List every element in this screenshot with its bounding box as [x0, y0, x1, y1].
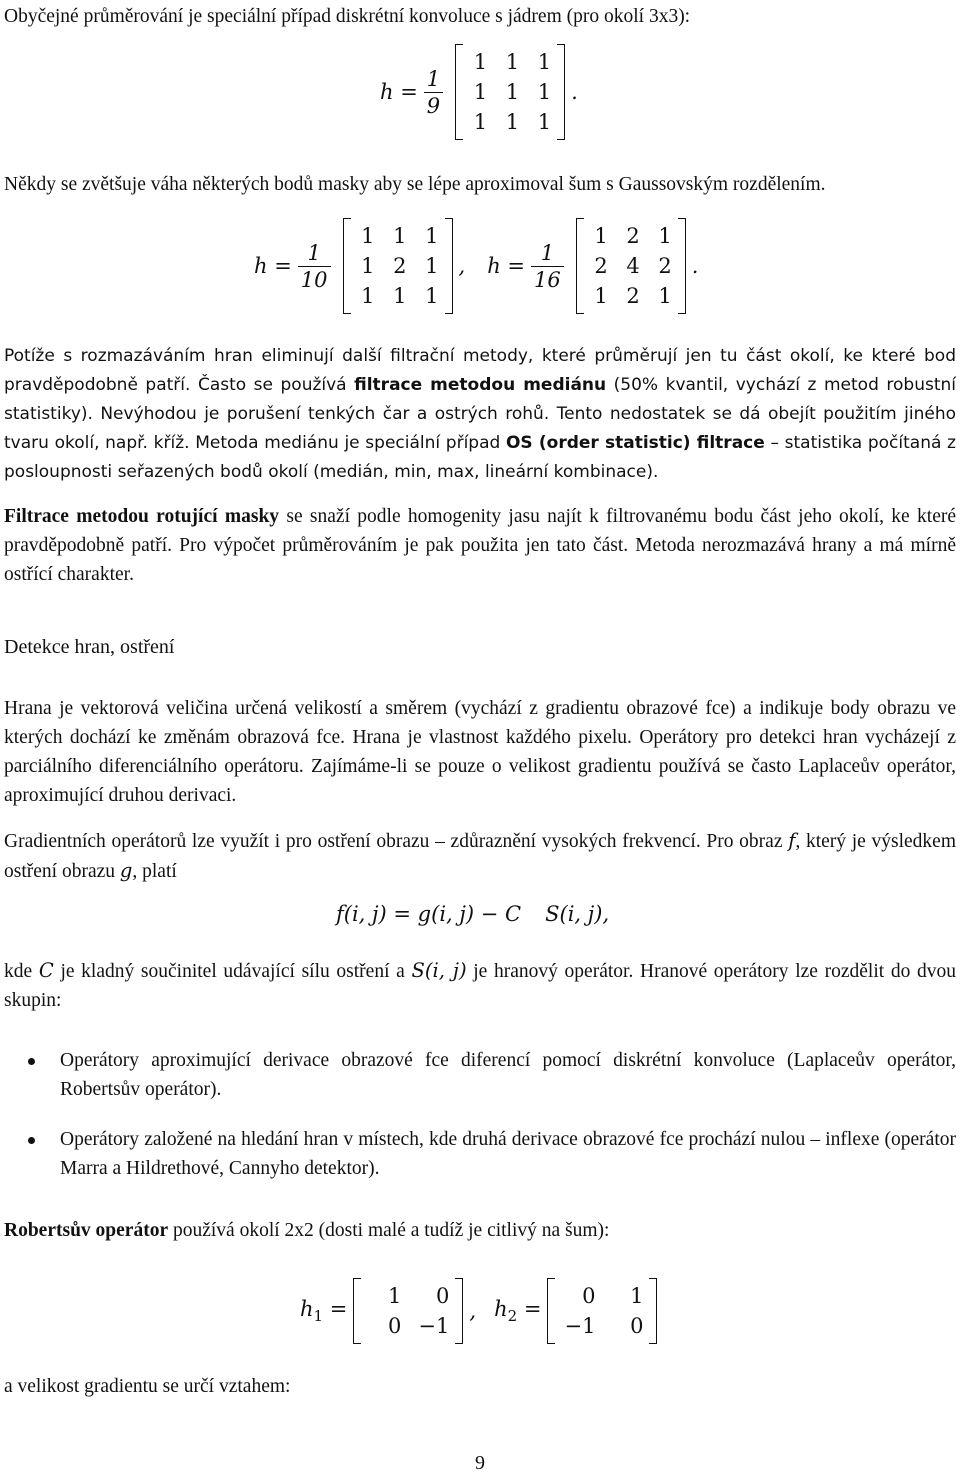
matrix-2x2 [547, 1278, 657, 1344]
sharpening-paragraph [4, 826, 956, 886]
fraction [298, 240, 331, 293]
matrix-cell: 2 [658, 254, 672, 278]
matrix-cell: 1 [425, 284, 439, 308]
text-run: (50% kvantil, vychází z metod robustní statistiky). Nevýhodou je porušení tenkých čar a ostrých rohů. Tento nedostatek se dá obejít použitím jiného tvaru okolí, např. kříž. Metoda mediánu je speciální případ [4, 375, 956, 453]
rotating-mask-paragraph [4, 502, 956, 589]
matrix-cell: 1 [594, 284, 608, 308]
text-run: se snaží podle homogenity jasu najít k filtrovanému bodu část jeho okolí, ke které pravděpodobně patří. Pro výpočet průměrováním je pak použita jen tato část. Metoda nerozmazává hrany a má mírně ostřící charakter. [4, 506, 957, 585]
text-run: Gradientních operátorů lze využít i pro ostření obrazu – zdůraznění vysokých frekvencí. Pro obraz [4, 831, 789, 852]
text-run: je kladný součinitel udávající sílu ostření a [53, 961, 412, 982]
matrix-cell: 0 [436, 1284, 450, 1308]
operator-list [4, 1046, 956, 1183]
edge-definition-paragraph: Hrana je vektorová veličina určená velikostí a směrem (vychází z gradientu obrazové fce) a indikuje body obrazu ve kterých dochází ke změnám obrazová fce. Hrana je vlastnost každého pixelu. Operátory pro detekci hran vycházejí z parciálního diferenciálního operátoru. Zajímáme-li se pouze o velikost gradientu používá se často Laplaceův operátor, aproximující druhou derivaci. [4, 698, 956, 806]
matrix-cell: 0 [582, 1284, 596, 1308]
matrix-cell: 0 [630, 1314, 644, 1338]
matrix-cell: 1 [388, 1284, 402, 1308]
matrix-cell: 1 [505, 110, 520, 134]
fraction [424, 66, 443, 119]
text-run: – statistika počítaná z posloupnosti seřazených bodů okolí (medián, min, max, lineární kombinace). [4, 433, 956, 482]
matrix-cell: 4 [626, 254, 640, 278]
matrix-cell: 1 [425, 254, 439, 278]
fraction-denominator: 10 [298, 266, 331, 293]
matrix-cell: 1 [594, 224, 608, 248]
median-filter-paragraph [4, 342, 956, 487]
matrix-cell: 1 [473, 80, 488, 104]
bold-term: OS (order statistic) filtrace [505, 433, 765, 453]
matrix-cell: 1 [425, 224, 439, 248]
equation-lhs: h = [487, 254, 526, 278]
bold-term: Robertsův operátor [4, 1220, 169, 1241]
math-variable: C [38, 959, 54, 982]
matrix-3x3 [576, 218, 686, 314]
matrix-cell: 2 [626, 284, 640, 308]
fraction-numerator: 1 [307, 240, 321, 265]
matrix-cell: 1 [473, 50, 488, 74]
roberts-paragraph [4, 1216, 956, 1245]
matrix-cell: 0 [388, 1314, 402, 1338]
intro-paragraph: Obyčejné průměrování je speciální případ diskrétní konvoluce s jádrem (pro okolí 3x3): [4, 6, 691, 27]
equals-sign: = [523, 1296, 542, 1321]
matrix-cell: −1 [564, 1314, 596, 1338]
matrix-cell: 1 [658, 284, 672, 308]
matrix-cell: 1 [537, 50, 552, 74]
bold-term: filtrace metodou mediánu [354, 375, 607, 395]
list-item: Operátory aproximující derivace obrazové fce diferencí pomocí diskrétní konvoluce (Laplaceův operátor, Robertsův operátor). [4, 1046, 956, 1104]
equation-rhs: S(i, j), [545, 902, 610, 926]
matrix-cell: 1 [505, 80, 520, 104]
matrix-3x3 [343, 218, 453, 314]
math-variable: f [788, 829, 796, 852]
matrix-cell: 1 [393, 284, 407, 308]
matrix-cell: −1 [418, 1314, 450, 1338]
equation-lhs: h = [254, 254, 292, 278]
matrix-cell: 2 [594, 254, 608, 278]
fraction-numerator: 1 [540, 240, 555, 265]
matrix-cell: 1 [473, 110, 488, 134]
section-heading: Detekce hran, ostření [4, 636, 175, 658]
gauss-paragraph: Někdy se zvětšuje váha některých bodů masky aby se lépe aproximoval šum s Gaussovským rozdělením. [4, 174, 826, 195]
equation-lhs: h = [380, 80, 418, 104]
equation-lhs: f(i, j) = g(i, j) − C [336, 902, 522, 926]
list-item: Operátory založené na hledání hran v místech, kde druhá derivace obrazové fce prochází nulou – inflexe (operátor Marra a Hildrethové, Cannyho detektor). [4, 1125, 956, 1183]
math-variable: g [119, 859, 133, 882]
weighted-kernels-equation [254, 218, 698, 314]
bold-term: Filtrace metodou rotující masky [4, 506, 280, 527]
equation-comma: , [458, 254, 466, 278]
text-run: Potíže s rozmazáváním hran eliminují další filtrační metody, které průměrují jen tu část okolí, ke které bod pravděpodobně patří. Často se používá [4, 346, 956, 395]
matrix-cell: 1 [658, 224, 672, 248]
equals-sign: = [329, 1296, 348, 1321]
gradient-magnitude-paragraph: a velikost gradientu se určí vztahem: [4, 1376, 291, 1397]
math-variable: h [300, 1296, 314, 1321]
averaging-kernel-equation [380, 44, 578, 140]
text-run: , platí [132, 861, 177, 882]
matrix-cell: 1 [361, 254, 375, 278]
matrix-2x2 [353, 1278, 463, 1344]
fraction-denominator: 9 [424, 92, 443, 119]
equation-lhs [300, 1297, 347, 1325]
text-run: kde [4, 961, 39, 982]
equation-lhs [494, 1297, 541, 1325]
matrix-cell: 2 [393, 254, 407, 278]
operator-groups-paragraph [4, 956, 956, 1015]
fraction-denominator: 16 [531, 266, 564, 293]
matrix-cell: 1 [630, 1284, 644, 1308]
fraction [531, 240, 564, 293]
equation-comma: , [469, 1299, 477, 1323]
text-run: používá okolí 2x2 (dosti malé a tudíž je citlivý na šum): [168, 1220, 610, 1241]
matrix-cell: 1 [537, 110, 552, 134]
sharpening-equation [336, 902, 609, 926]
equation-period: . [571, 80, 578, 104]
matrix-cell: 1 [361, 224, 375, 248]
matrix-cell: 1 [393, 224, 407, 248]
matrix-3x3 [455, 44, 565, 140]
matrix-cell: 1 [537, 80, 552, 104]
text-run: je hranový operátor. Hranové operátory lze rozdělit do dvou skupin: [4, 961, 957, 1011]
matrix-cell: 2 [626, 224, 640, 248]
text-run: , který je výsledkem ostření obrazu [4, 831, 956, 882]
subscript: 1 [313, 1307, 324, 1326]
matrix-cell: 1 [361, 284, 375, 308]
page-number: 9 [475, 1452, 485, 1474]
equation-period: . [691, 254, 699, 278]
subscript: 2 [507, 1307, 518, 1326]
math-variable: S(i, j) [411, 959, 467, 982]
roberts-kernels-equation [300, 1278, 663, 1344]
matrix-cell: 1 [505, 50, 520, 74]
fraction-numerator: 1 [426, 66, 441, 91]
math-variable: h [494, 1296, 508, 1321]
